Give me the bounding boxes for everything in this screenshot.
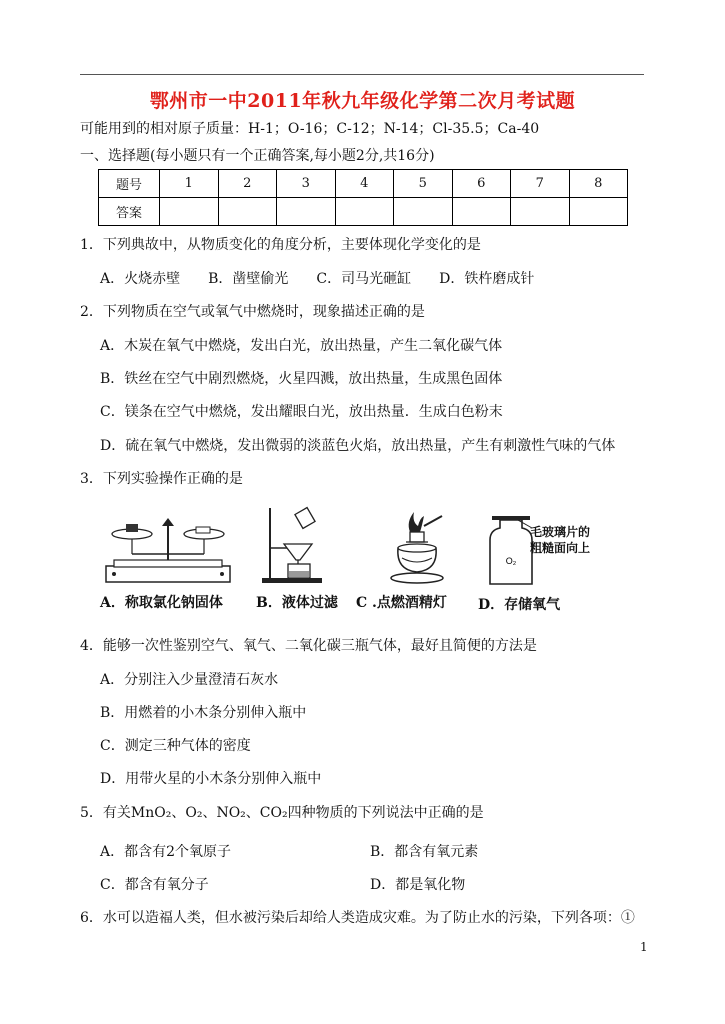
table-header-number: 题号 (99, 170, 160, 198)
q2-option-a: A．木炭在氧气中燃烧，发出白光，放出热量，产生二氧化碳气体 (100, 338, 503, 354)
answer-cell[interactable] (160, 198, 219, 226)
q2-stem: 2．下列物质在空气或氧气中燃烧时，现象描述正确的是 (80, 304, 425, 320)
page-title: 鄂州市一中2011年秋九年级化学第二次月考试题 (149, 90, 576, 112)
q2-option-b: B．铁丝在空气中剧烈燃烧，火星四溅，放出热量，生成黑色固体 (100, 371, 503, 387)
table-cell: 4 (335, 170, 394, 198)
q5-option-d: D．都是氧化物 (370, 877, 466, 893)
lab-figures (98, 508, 638, 616)
q2-option-d: D．硫在氧气中燃烧，发出微弱的淡蓝色火焰，放出热量，产生有刺激性气味的气体 (100, 438, 616, 454)
q2-option-c: C．镁条在空气中燃烧，发出耀眼白光，放出热量．生成白色粉末 (100, 404, 503, 420)
atomic-masses: 可能用到的相对原子质量：H-1；O-16；C-12；N-14；Cl-35.5；Ca-40 (80, 121, 540, 137)
answer-cell[interactable] (452, 198, 511, 226)
table-cell: 8 (569, 170, 628, 198)
table-cell: 7 (511, 170, 570, 198)
q4-option-c: C．测定三种气体的密度 (100, 738, 251, 754)
answer-cell[interactable] (335, 198, 394, 226)
table-header-answer: 答案 (99, 198, 160, 226)
q4-stem: 4．能够一次性鉴别空气、氧气、二氧化碳三瓶气体，最好且简便的方法是 (80, 638, 537, 654)
q1-stem: 1．下列典故中，从物质变化的角度分析，主要体现化学变化的是 (80, 237, 481, 253)
bottle-label: O₂ (505, 556, 517, 566)
bottle-note-line2: 粗糙面向上 (530, 541, 591, 555)
caption-b: B．液体过滤 (256, 595, 338, 611)
section-heading: 一、选择题(每小题只有一个正确答案,每小题2分,共16分) (80, 148, 435, 164)
table-cell: 6 (452, 170, 511, 198)
answer-cell[interactable] (569, 198, 628, 226)
table-cell: 2 (218, 170, 277, 198)
answer-cell[interactable] (394, 198, 453, 226)
balance-figure (98, 508, 238, 588)
q5-option-b: B．都含有氧元素 (370, 844, 479, 860)
q6-stem: 6．水可以造福人类，但水被污染后却给人类造成灾难。为了防止水的污染，下列各项：① (80, 910, 635, 926)
page-number: 1 (640, 940, 648, 954)
bottle-note (530, 524, 590, 556)
table-row (99, 198, 628, 226)
table-cell: 1 (160, 170, 219, 198)
table-row (99, 170, 628, 198)
q3-stem: 3．下列实验操作正确的是 (80, 471, 243, 487)
q1-options: A．火烧赤壁 B．凿壁偷光 C．司马光砸缸 D．铁杵磨成针 (100, 271, 535, 287)
q5-option-c: C．都含有氧分子 (100, 877, 209, 893)
filtration-figure (258, 504, 328, 588)
q4-option-d: D．用带火星的小木条分别伸入瓶中 (100, 771, 322, 787)
caption-c: C .点燃酒精灯 (356, 595, 447, 611)
q5-option-a: A．都含有2个氧原子 (100, 844, 232, 860)
answer-cell[interactable] (277, 198, 336, 226)
answer-cell[interactable] (218, 198, 277, 226)
caption-a: A．称取氯化钠固体 (100, 595, 223, 611)
alcohol-lamp-figure (380, 508, 460, 588)
answer-table (98, 169, 628, 226)
table-cell: 3 (277, 170, 336, 198)
bottle-note-line1: 毛玻璃片的 (530, 525, 591, 539)
q4-option-b: B．用燃着的小木条分别伸入瓶中 (100, 705, 307, 721)
caption-d: D．存储氧气 (478, 597, 561, 613)
header-rule (80, 74, 644, 75)
q5-stem: 5．有关MnO₂、O₂、NO₂、CO₂四种物质的下列说法中正确的是 (80, 805, 484, 821)
q4-option-a: A．分别注入少量澄清石灰水 (100, 672, 279, 688)
note-arrow (518, 518, 534, 530)
answer-cell[interactable] (511, 198, 570, 226)
table-cell: 5 (394, 170, 453, 198)
